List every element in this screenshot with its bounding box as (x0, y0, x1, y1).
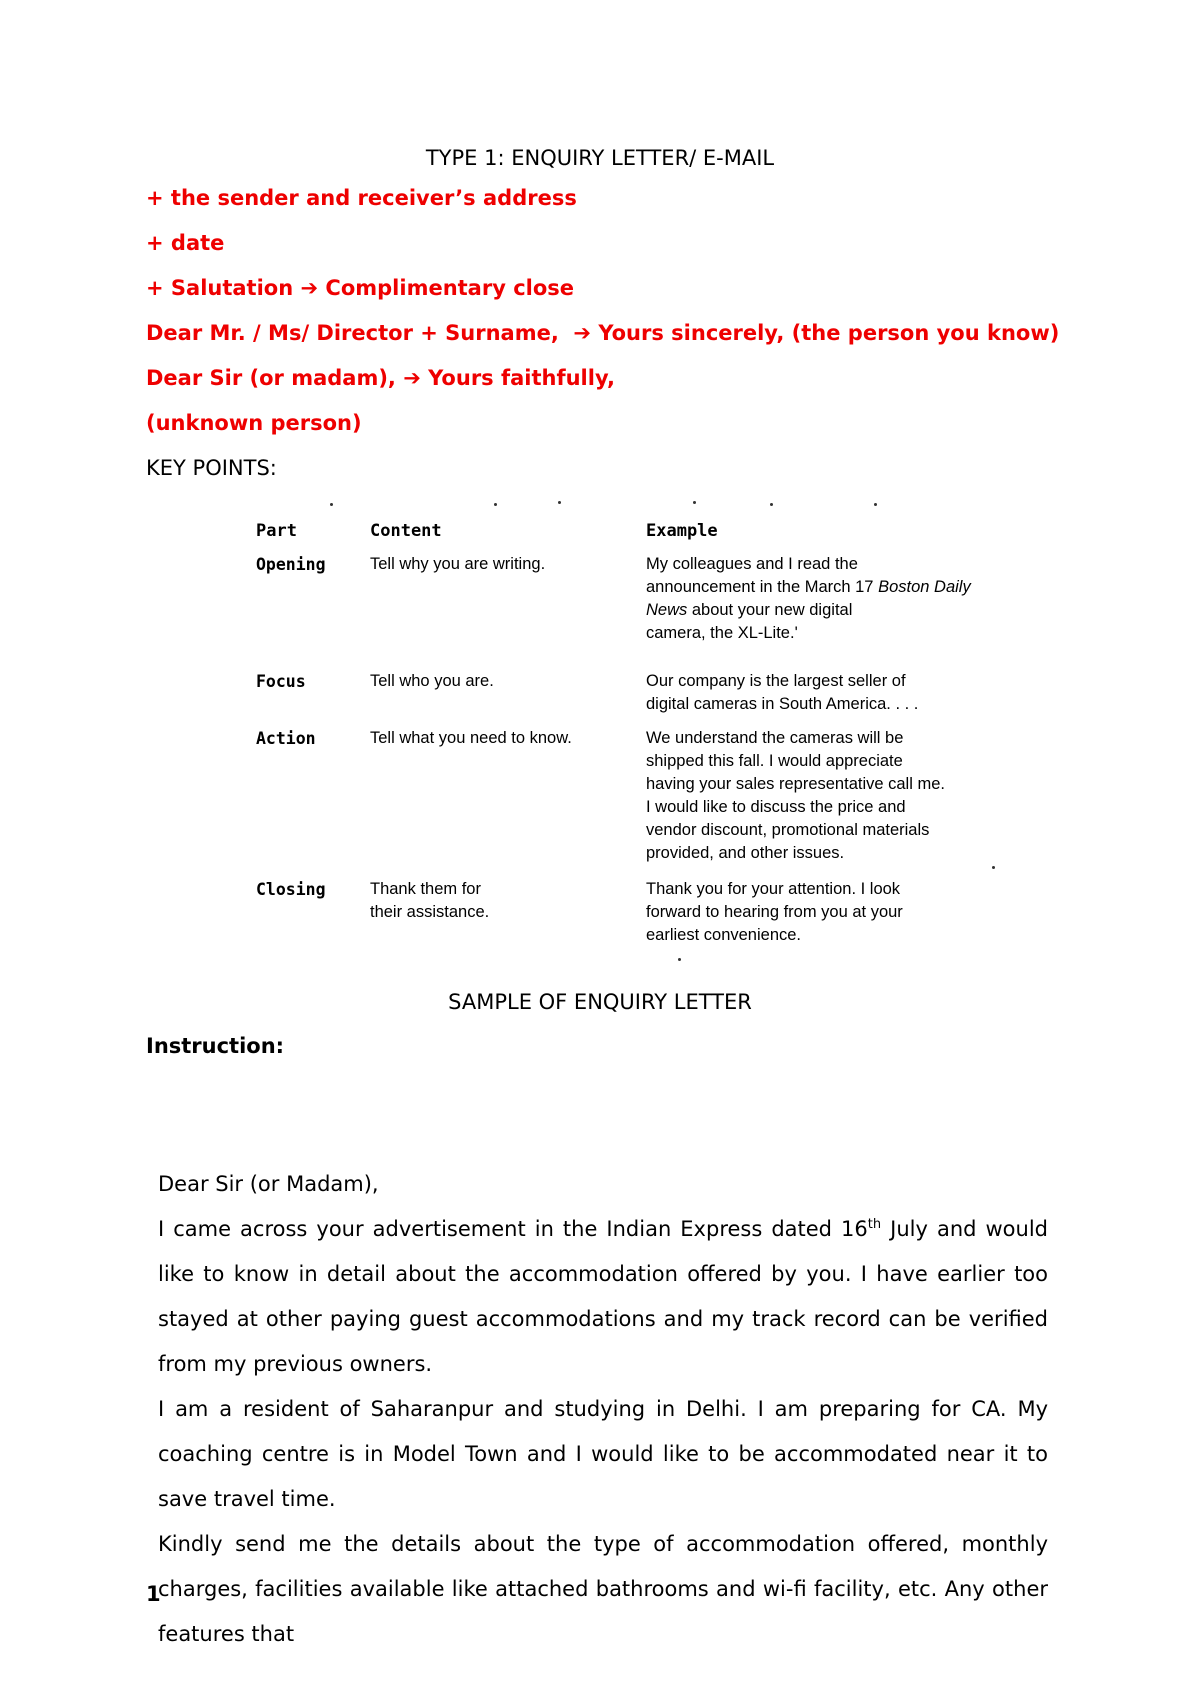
row-example (646, 553, 1006, 645)
row-content: Tell what you need to know. (370, 729, 572, 747)
note-date: + date (146, 231, 225, 255)
key-points-label: KEY POINTS: (146, 456, 277, 480)
note-salutation-right: Complimentary close (325, 276, 575, 300)
scan-speck (494, 503, 497, 506)
table-header-example: Example (646, 521, 718, 541)
row-part: Closing (256, 880, 326, 899)
scan-speck (678, 958, 681, 961)
letter-paragraph: Kindly send me the details about the type of accommodation offered, monthly charges, facilities available like attached bathrooms and wi-fi facility, etc. Any other features that (158, 1532, 1048, 1646)
row-example: We understand the cameras will be shipped this fall. I would appreciate having your sales representative call me. I would like to discuss the price and vendor discount, promotional materials provided, and other issues. (646, 729, 945, 862)
letter-salutation: Dear Sir (or Madam), (158, 1172, 379, 1196)
row-content: Tell why you are writing. (370, 555, 546, 573)
sample-title: SAMPLE OF ENQUIRY LETTER (448, 990, 752, 1014)
note-dear-unknown-right: Yours faithfully, (428, 366, 615, 390)
note-dear-unknown-left: Dear Sir (or madam), (146, 366, 396, 390)
scan-speck (874, 503, 877, 506)
row-example-text: My colleagues and I read the announcement in the March 17 (646, 555, 874, 596)
letter-text: I came across your advertisement in the Indian Express dated 16 (158, 1217, 868, 1241)
row-example: Thank you for your attention. I look forward to hearing from you at your earliest convenience. (646, 880, 903, 944)
table-header-content: Content (370, 521, 442, 541)
row-part: Opening (256, 555, 326, 574)
letter-paragraph (158, 1207, 1048, 1387)
note-address: + the sender and receiver’s address (146, 186, 577, 210)
scan-speck (558, 501, 561, 504)
row-content: Tell who you are. (370, 672, 494, 690)
note-salutation-left: + Salutation (146, 276, 294, 300)
table-header-part: Part (256, 521, 297, 541)
note-dear-unknown (146, 366, 615, 390)
sample-letter (158, 1162, 1048, 1657)
row-example-italic: Boston Daily News (646, 578, 971, 619)
note-dear-known-left: Dear Mr. / Ms/ Director + Surname, (146, 321, 559, 345)
page-title: TYPE 1: ENQUIRY LETTER/ E-MAIL (425, 146, 775, 170)
row-part: Focus (256, 672, 306, 691)
scan-speck (693, 501, 696, 504)
note-dear-known (146, 321, 1059, 345)
letter-superscript: th (867, 1217, 882, 1232)
note-salutation (146, 276, 574, 300)
row-part: Action (256, 729, 316, 748)
arrow-right-icon: ➔ (573, 321, 592, 345)
scan-speck (770, 503, 773, 506)
scan-speck (992, 866, 995, 869)
note-dear-known-right: Yours sincerely, (the person you know) (598, 321, 1060, 345)
scan-speck (330, 503, 333, 506)
instruction-label: Instruction: (146, 1034, 285, 1058)
letter-text: July and would like to know in detail about the accommodation offered by you. I have earlier too stayed at other paying guest accommodations and my track record can be verified from my previous owners. (158, 1217, 1049, 1376)
row-example: Our company is the largest seller of digital cameras in South America. . . . (646, 672, 919, 713)
note-unknown-person: (unknown person) (146, 411, 362, 435)
row-example-text: about your new digital camera, the XL-Lite.' (646, 601, 853, 642)
arrow-right-icon: ➔ (300, 276, 319, 300)
page-number: 1 (146, 1582, 161, 1606)
row-content: Thank them for their assistance. (370, 880, 490, 921)
arrow-right-icon: ➔ (403, 366, 421, 390)
letter-paragraph: I am a resident of Saharanpur and studying in Delhi. I am preparing for CA. My coaching centre is in Model Town and I would like to be accommodated near it to save travel time. (158, 1397, 1048, 1511)
